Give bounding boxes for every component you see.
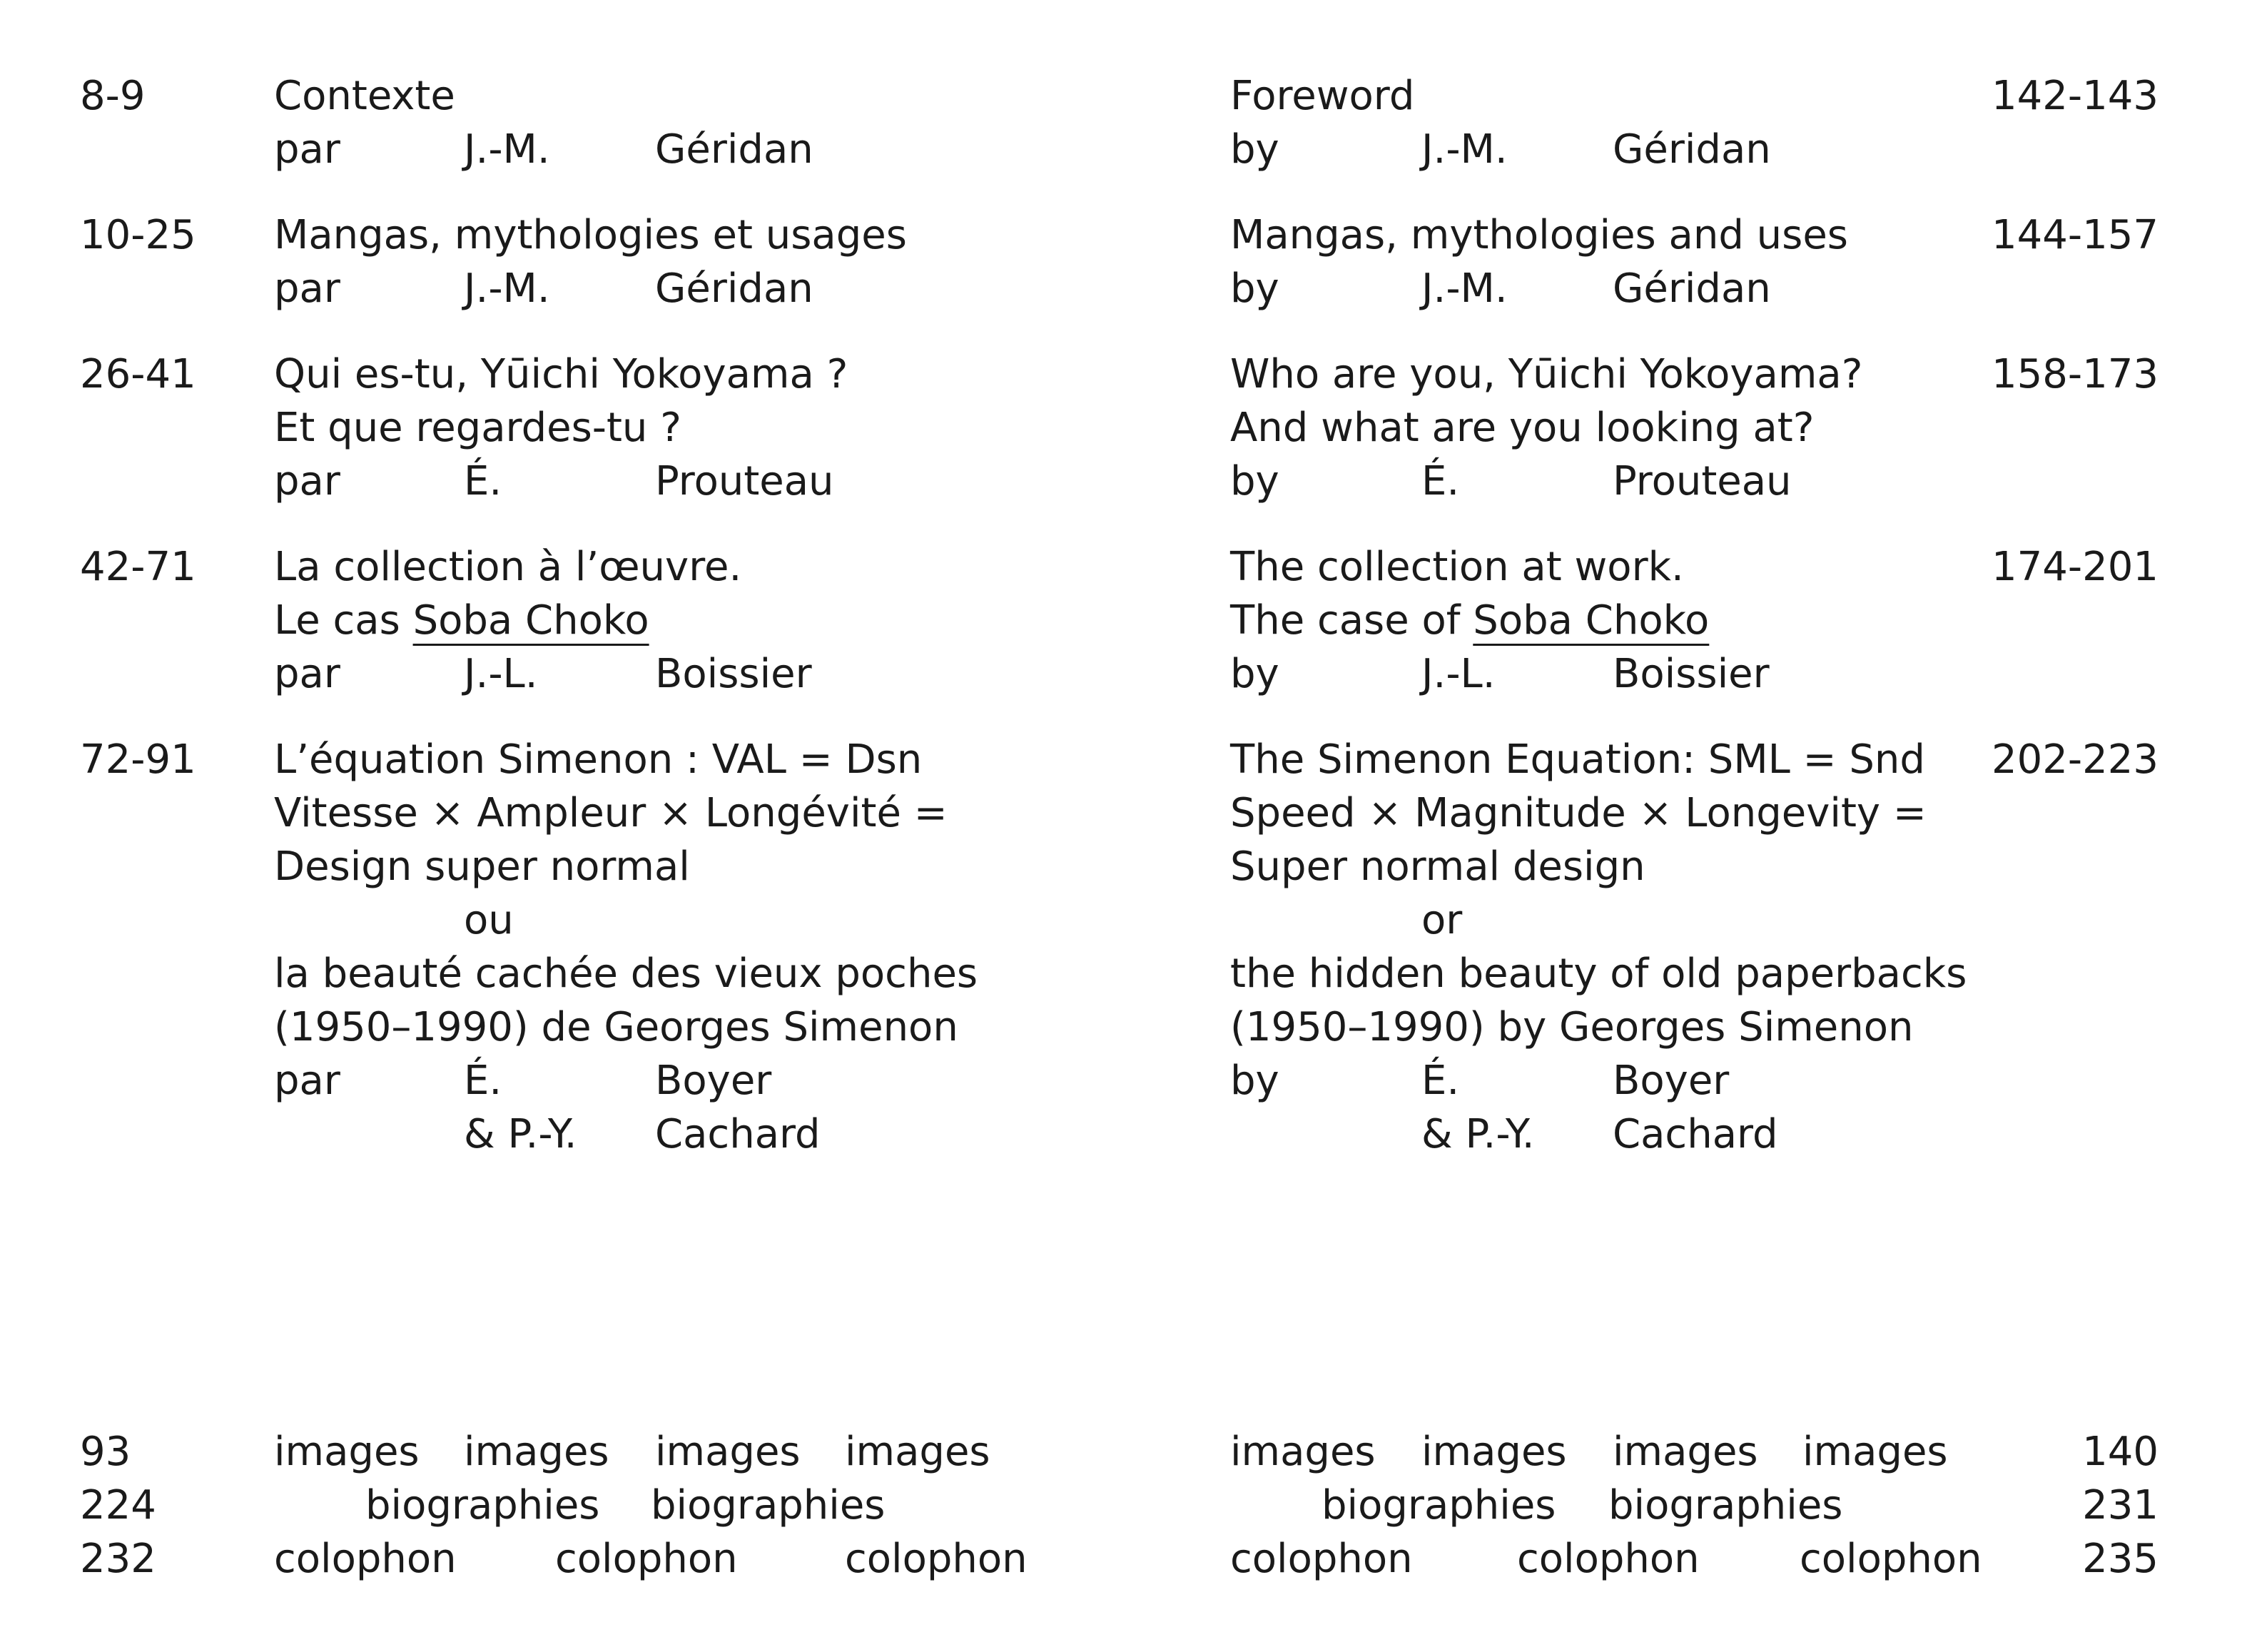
fr-title-line: Vitesse × Ampleur × Longévité = (274, 790, 948, 836)
en-title: Foreword (1230, 73, 1415, 119)
en-title-line: Super normal design (1230, 843, 1645, 890)
work-title: Soba Choko (412, 597, 649, 644)
fr-page: 224 (80, 1482, 156, 1529)
colophon-label: colophon (555, 1536, 738, 1582)
en-title-line: Speed × Magnitude × Longevity = (1230, 790, 1927, 836)
images-label: images (845, 1429, 990, 1475)
fr-page-range: 10-25 (80, 212, 196, 258)
en-by-label: by (1230, 126, 1279, 173)
images-label: images (274, 1429, 420, 1475)
en-title-line: (1950–1990) by Georges Simenon (1230, 1004, 1914, 1050)
author-initials: É. (1421, 1058, 1460, 1104)
fr-by-label: par (274, 126, 340, 173)
en-title: Mangas, mythologies and uses (1230, 212, 1848, 258)
en-page-range: 142-143 (1992, 73, 2159, 119)
author-surname: Boissier (655, 651, 812, 697)
en-page-range: 144-157 (1992, 212, 2159, 258)
images-label: images (1613, 1429, 1758, 1475)
biographies-label: biographies (651, 1482, 886, 1529)
en-page: 231 (2082, 1482, 2159, 1529)
fr-title-line (274, 594, 649, 647)
images-label: images (1421, 1429, 1567, 1475)
author-initials: & P.-Y. (464, 1111, 577, 1157)
en-title-line: The Simenon Equation: SML = Snd (1230, 736, 1925, 783)
en-by-label: by (1230, 651, 1279, 697)
fr-title-line: Et que regardes-tu ? (274, 405, 681, 451)
en-by-label: by (1230, 458, 1279, 505)
author-surname: Cachard (1613, 1111, 1778, 1157)
en-title-text: The case of (1230, 597, 1461, 644)
en-title-line: Who are you, Yūichi Yokoyama? (1230, 351, 1863, 397)
images-label: images (1802, 1429, 1948, 1475)
colophon-label: colophon (274, 1536, 457, 1582)
en-title-line: The collection at work. (1230, 544, 1684, 590)
biographies-label: biographies (365, 1482, 600, 1529)
author-surname: Prouteau (655, 458, 834, 505)
fr-title-text: Le cas (274, 597, 400, 644)
biographies-label: biographies (1322, 1482, 1556, 1529)
fr-title-line: L’équation Simenon : VAL = Dsn (274, 736, 923, 783)
images-label: images (464, 1429, 609, 1475)
fr-page-range: 26-41 (80, 351, 196, 397)
author-initials: J.-M. (464, 126, 550, 173)
images-label: images (1230, 1429, 1376, 1475)
author-initials: J.-L. (464, 651, 538, 697)
author-surname: Géridan (1613, 126, 1771, 173)
en-title-connector: or (1421, 897, 1463, 943)
author-initials: É. (464, 458, 502, 505)
author-initials: J.-M. (464, 265, 550, 312)
colophon-label: colophon (1230, 1536, 1413, 1582)
fr-by-label: par (274, 651, 340, 697)
colophon-label: colophon (1800, 1536, 1982, 1582)
fr-page-range: 42-71 (80, 544, 196, 590)
en-title-line: the hidden beauty of old paperbacks (1230, 951, 1967, 997)
author-initials: J.-L. (1421, 651, 1496, 697)
en-by-label: by (1230, 265, 1279, 312)
en-page: 235 (2082, 1536, 2159, 1582)
fr-by-label: par (274, 265, 340, 312)
en-page-range: 174-201 (1992, 544, 2159, 590)
author-initials: J.-M. (1421, 265, 1508, 312)
fr-title-line: Design super normal (274, 843, 690, 890)
en-page-range: 158-173 (1992, 351, 2159, 397)
en-title-line (1230, 594, 1709, 647)
fr-page-range: 8-9 (80, 73, 146, 119)
author-surname: Boyer (1613, 1058, 1730, 1104)
en-page-range: 202-223 (1992, 736, 2159, 783)
fr-title-line: Qui es-tu, Yūichi Yokoyama ? (274, 351, 848, 397)
fr-page: 232 (80, 1536, 156, 1582)
author-initials: É. (464, 1058, 502, 1104)
fr-title-line: la beauté cachée des vieux poches (274, 951, 978, 997)
images-label: images (655, 1429, 801, 1475)
author-initials: & P.-Y. (1421, 1111, 1535, 1157)
fr-by-label: par (274, 458, 340, 505)
colophon-label: colophon (845, 1536, 1028, 1582)
fr-page: 93 (80, 1429, 131, 1475)
author-initials: J.-M. (1421, 126, 1508, 173)
author-surname: Géridan (655, 126, 813, 173)
en-title-line: And what are you looking at? (1230, 405, 1815, 451)
author-surname: Géridan (655, 265, 813, 312)
colophon-label: colophon (1517, 1536, 1700, 1582)
en-by-label: by (1230, 1058, 1279, 1104)
en-page: 140 (2082, 1429, 2159, 1475)
author-surname: Cachard (655, 1111, 821, 1157)
fr-title-connector: ou (464, 897, 514, 943)
fr-title-line: (1950–1990) de Georges Simenon (274, 1004, 958, 1050)
fr-by-label: par (274, 1058, 340, 1104)
fr-title: Contexte (274, 73, 455, 119)
fr-title: Mangas, mythologies et usages (274, 212, 907, 258)
author-initials: É. (1421, 458, 1460, 505)
fr-page-range: 72-91 (80, 736, 196, 783)
biographies-label: biographies (1608, 1482, 1843, 1529)
fr-title-line: La collection à l’œuvre. (274, 544, 742, 590)
author-surname: Prouteau (1613, 458, 1792, 505)
author-surname: Boissier (1613, 651, 1770, 697)
author-surname: Géridan (1613, 265, 1771, 312)
author-surname: Boyer (655, 1058, 772, 1104)
work-title: Soba Choko (1473, 597, 1710, 644)
